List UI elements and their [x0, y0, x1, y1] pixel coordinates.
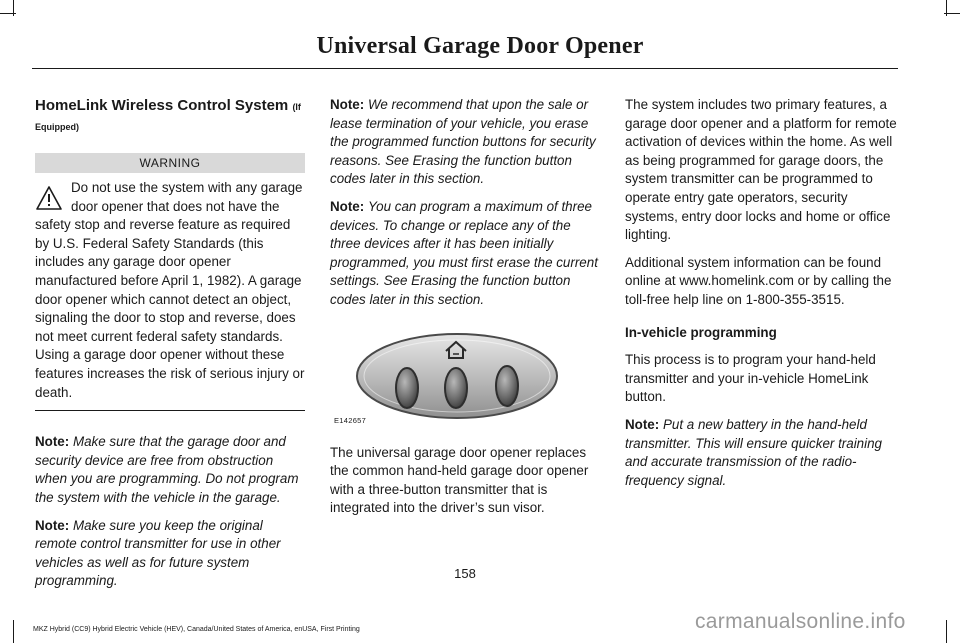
note-new-battery	[625, 416, 897, 490]
note-obstruction	[35, 433, 305, 507]
warning-body	[35, 179, 305, 402]
note-label: Note:	[35, 517, 70, 533]
homelink-buttons-illustration	[330, 324, 600, 434]
crop-mark-top-right-horizontal	[944, 13, 960, 14]
note-text: Make sure that the garage door and security device are free from obstruction when you are programming. Do not program the system with the vehicle in the garage.	[35, 434, 299, 505]
homelink-figure	[330, 324, 600, 434]
equipped-note: Equipped)	[35, 122, 79, 132]
warning-text-first: Do not use the system with any garage door opener that does not have the	[71, 180, 303, 214]
section-title-text: HomeLink Wireless Control System	[35, 97, 289, 114]
warning-divider	[35, 410, 305, 411]
note-label: Note:	[625, 416, 660, 432]
footer-text: MKZ Hybrid (CC9) Hybrid Electric Vehicle (HEV), Canada/United States of America, enUSA, First Printing	[33, 626, 360, 633]
note-label: Note:	[35, 434, 70, 450]
note-text: Put a new battery in the hand-held transmitter. This will ensure quicker training and accurate transmission of the radio-frequency signal.	[625, 416, 882, 488]
subhead-in-vehicle-programming: In-vehicle programming	[625, 324, 777, 340]
note-erase-on-sale	[330, 96, 600, 189]
paragraph-additional-info: Additional system information can be found online at www.homelink.com or by calling the toll-free help line on 1-800-355-3515.	[625, 254, 892, 307]
crop-mark-bottom-left-vertical	[13, 620, 14, 643]
note-max-devices	[330, 198, 600, 310]
note-label: Note:	[330, 198, 365, 214]
warning-triangle-icon	[35, 185, 63, 211]
warning-text-rest: safety stop and reverse feature as required by U.S. Federal Safety Standards (this includes any garage door opener manufactured before April 1, 1982). A garage door opener which cannot detect an object, signaling the door to stop and reverse, does not meet current federal safety standards. Using a garage door opener without these features increases the risk of serious injury or death.	[35, 217, 305, 400]
crop-mark-top-left-horizontal	[0, 13, 16, 14]
column-right	[625, 96, 897, 499]
column-middle	[330, 96, 600, 527]
homelink-button-1	[396, 368, 418, 408]
homelink-button-3	[496, 366, 518, 406]
page-title: Universal Garage Door Opener	[316, 33, 644, 59]
paragraph-universal-opener: The universal garage door opener replaces the common hand-held garage door opener with a three-button transmitter that is integrated into the driver’s sun visor.	[330, 444, 589, 516]
note-text: Make sure you keep the original remote control transmitter for use in other vehicles as well as for future system programming.	[35, 517, 281, 589]
figure-id: E142657	[334, 415, 367, 425]
crop-mark-bottom-right-vertical	[946, 620, 947, 643]
section-title-suffix: (If	[292, 102, 301, 112]
watermark: carmanualsonline.info	[695, 610, 906, 633]
section-title	[35, 96, 305, 117]
column-left	[35, 96, 305, 600]
header-divider	[32, 68, 898, 69]
warning-banner: WARNING	[35, 153, 305, 173]
page-number: 158	[454, 566, 476, 581]
note-text: You can program a maximum of three devices. To change or replace any of the three devices after it has been initially programmed, you must first erase the current settings. See Erasing the function button codes later in this section.	[330, 198, 598, 307]
homelink-button-2	[445, 368, 467, 408]
note-text: We recommend that upon the sale or lease termination of your vehicle, you erase the programmed function buttons for security reasons. See Erasing the function button codes later in this section.	[330, 97, 596, 187]
paragraph-primary-features: The system includes two primary features, a garage door opener and a platform for remote activation of devices within the home. As well as being programmed for garage doors, the system transmitter can be programmed to operate entry gate operators, security systems, entry door locks and home or office lighting.	[625, 97, 897, 243]
paragraph-process: This process is to program your hand-held transmitter and your in-vehicle HomeLink button.	[625, 352, 876, 405]
note-label: Note:	[330, 97, 365, 112]
